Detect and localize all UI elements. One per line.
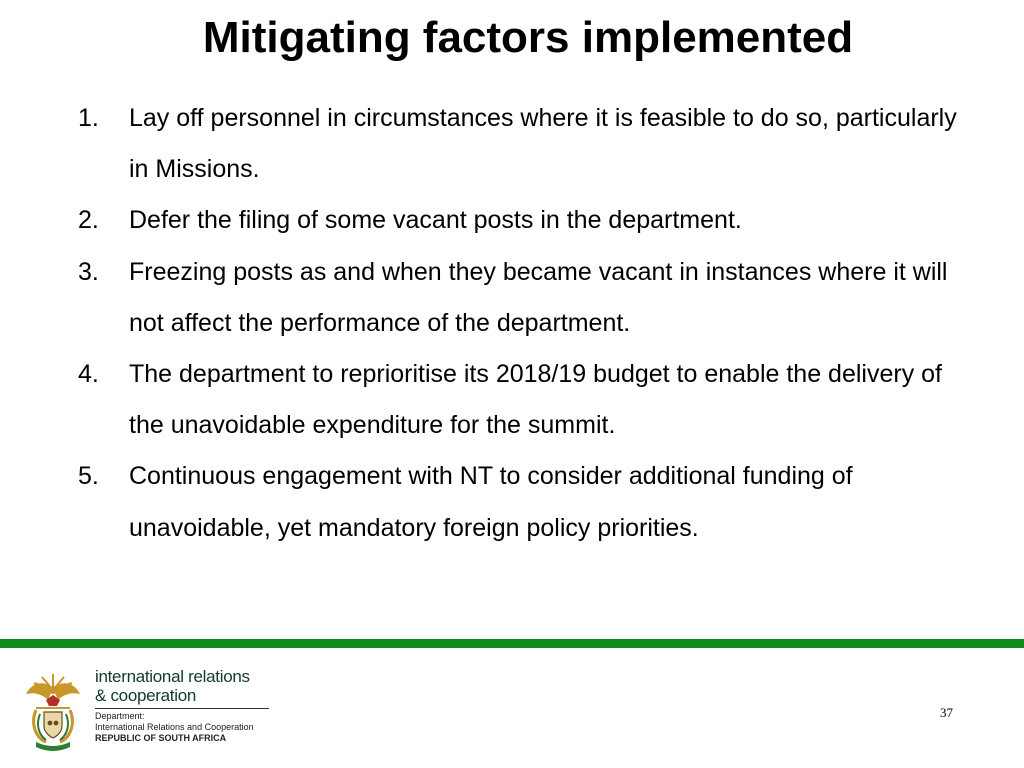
mitigation-list bbox=[78, 93, 978, 554]
footer-country: REPUBLIC OF SOUTH AFRICA bbox=[95, 733, 227, 743]
list-item bbox=[78, 195, 978, 246]
list-item bbox=[78, 247, 978, 349]
list-item-number: 2. bbox=[78, 206, 99, 235]
list-item bbox=[78, 349, 978, 451]
list-item-number: 4. bbox=[78, 360, 99, 389]
list-item bbox=[78, 93, 978, 195]
list-item bbox=[78, 451, 978, 553]
slide-title: Mitigating factors implemented bbox=[202, 13, 854, 62]
list-item-text: Continuous engagement with NT to consider additional funding of unavoidable, yet mandatory foreign policy priorities. bbox=[129, 462, 853, 542]
footer-green-rule bbox=[0, 639, 1024, 648]
list-item-text: Lay off personnel in circumstances where it is feasible to do so, particularly in Missions. bbox=[129, 104, 957, 184]
footer-brand-line1: international relations bbox=[95, 667, 250, 686]
footer-department-label: Department: bbox=[95, 711, 145, 721]
list-item-text: Freezing posts as and when they became vacant in instances where it will not affect the performance of the department. bbox=[129, 257, 948, 337]
list-item-number: 3. bbox=[78, 257, 99, 286]
list-item-number: 1. bbox=[78, 104, 99, 132]
list-item-text: Defer the filing of some vacant posts in the department. bbox=[129, 206, 742, 235]
coat-of-arms-icon bbox=[22, 668, 84, 752]
footer-brand-line2: & cooperation bbox=[95, 686, 197, 705]
list-item-text: The department to reprioritise its 2018/19 budget to enable the delivery of the unavoidable expenditure for the summit. bbox=[129, 360, 943, 440]
list-item-number: 5. bbox=[78, 462, 99, 491]
footer-divider bbox=[95, 708, 269, 709]
footer-department-name: International Relations and Cooperation bbox=[95, 722, 254, 732]
page-number: 37 bbox=[940, 705, 953, 720]
